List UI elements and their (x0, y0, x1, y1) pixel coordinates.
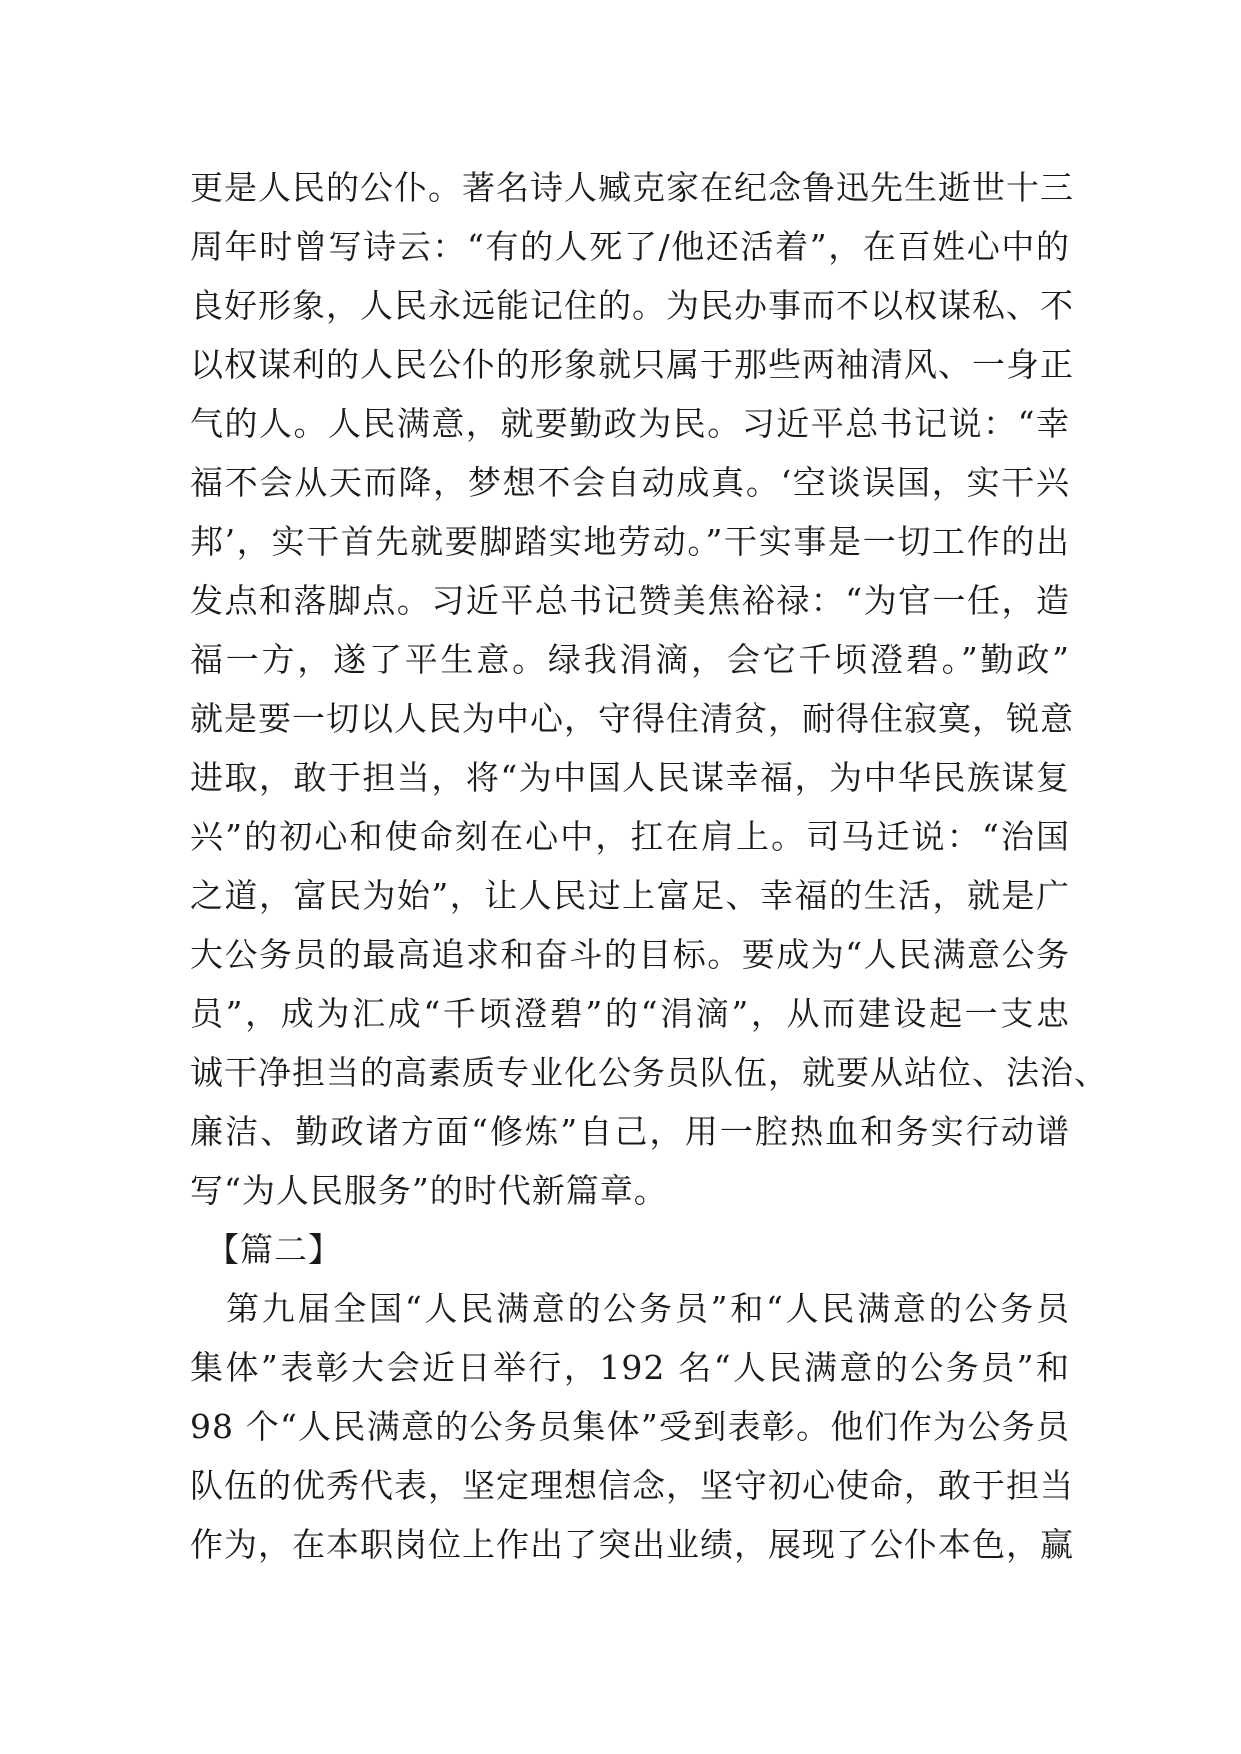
text-line: 邦’，实干首先就要脚踏实地劳动。”干实事是一切工作的出 (190, 522, 1070, 561)
text-line: 兴”的初心和使命刻在心中，扛在肩上。司马迁说：“治国 (190, 817, 1070, 856)
text-line: 员”，成为汇成“千顷澄碧”的“涓滴”，从而建设起一支忠 (190, 994, 1070, 1033)
text-line: 98 个“人民满意的公务员集体”受到表彰。他们作为公务员 (190, 1407, 1070, 1446)
text-line: 队伍的优秀代表，坚定理想信念，坚守初心使命，敢于担当 (190, 1466, 1074, 1505)
paragraph-1 (190, 158, 1108, 1220)
text-line: 福不会从天而降，梦想不会自动成真。‘空谈误国，实干兴 (190, 463, 1070, 502)
text-line: 大公务员的最高追求和奋斗的目标。要成为“人民满意公务 (190, 935, 1070, 974)
text-line: 更是人民的公仆。著名诗人臧克家在纪念鲁迅先生逝世十三 (190, 168, 1074, 207)
text-line: 以权谋利的人民公仆的形象就只属于那些两袖清风、一身正 (190, 345, 1074, 384)
text-line: 就是要一切以人民为中心，守得住清贫，耐得住寂寞，锐意 (190, 699, 1074, 738)
text-line: 作为，在本职岗位上作出了突出业绩，展现了公仆本色，赢 (190, 1525, 1074, 1564)
section-heading: 【篇二】 (206, 1230, 342, 1269)
text-line: 集体”表彰大会近日举行，192 名“人民满意的公务员”和 (190, 1348, 1070, 1387)
text-line: 之道，富民为始”，让人民过上富足、幸福的生活，就是广 (190, 876, 1070, 915)
text-line: 诚干净担当的高素质专业化公务员队伍，就要从站位、法治、 (190, 1053, 1108, 1092)
document-body (190, 158, 1108, 1574)
text-line: 良好形象，人民永远能记住的。为民办事而不以权谋私、不 (190, 286, 1074, 325)
text-line: 第九届全国“人民满意的公务员”和“人民满意的公务员 (226, 1289, 1070, 1328)
text-line: 福一方，遂了平生意。绿我涓滴，会它千顷澄碧。”勤政” (190, 640, 1070, 679)
text-line: 廉洁、勤政诸方面“修炼”自己，用一腔热血和务实行动谱 (190, 1112, 1070, 1151)
text-line: 写“为人民服务”的时代新篇章。 (190, 1171, 668, 1210)
text-line: 进取，敢于担当，将“为中国人民谋幸福，为中华民族谋复 (190, 758, 1070, 797)
paragraph-2 (190, 1279, 1074, 1574)
text-line: 发点和落脚点。习近平总书记赞美焦裕禄：“为官一任，造 (190, 581, 1070, 620)
text-line: 周年时曾写诗云：“有的人死了/他还活着”，在百姓心中的 (190, 227, 1070, 266)
text-line: 气的人。人民满意，就要勤政为民。习近平总书记说：“幸 (190, 404, 1070, 443)
